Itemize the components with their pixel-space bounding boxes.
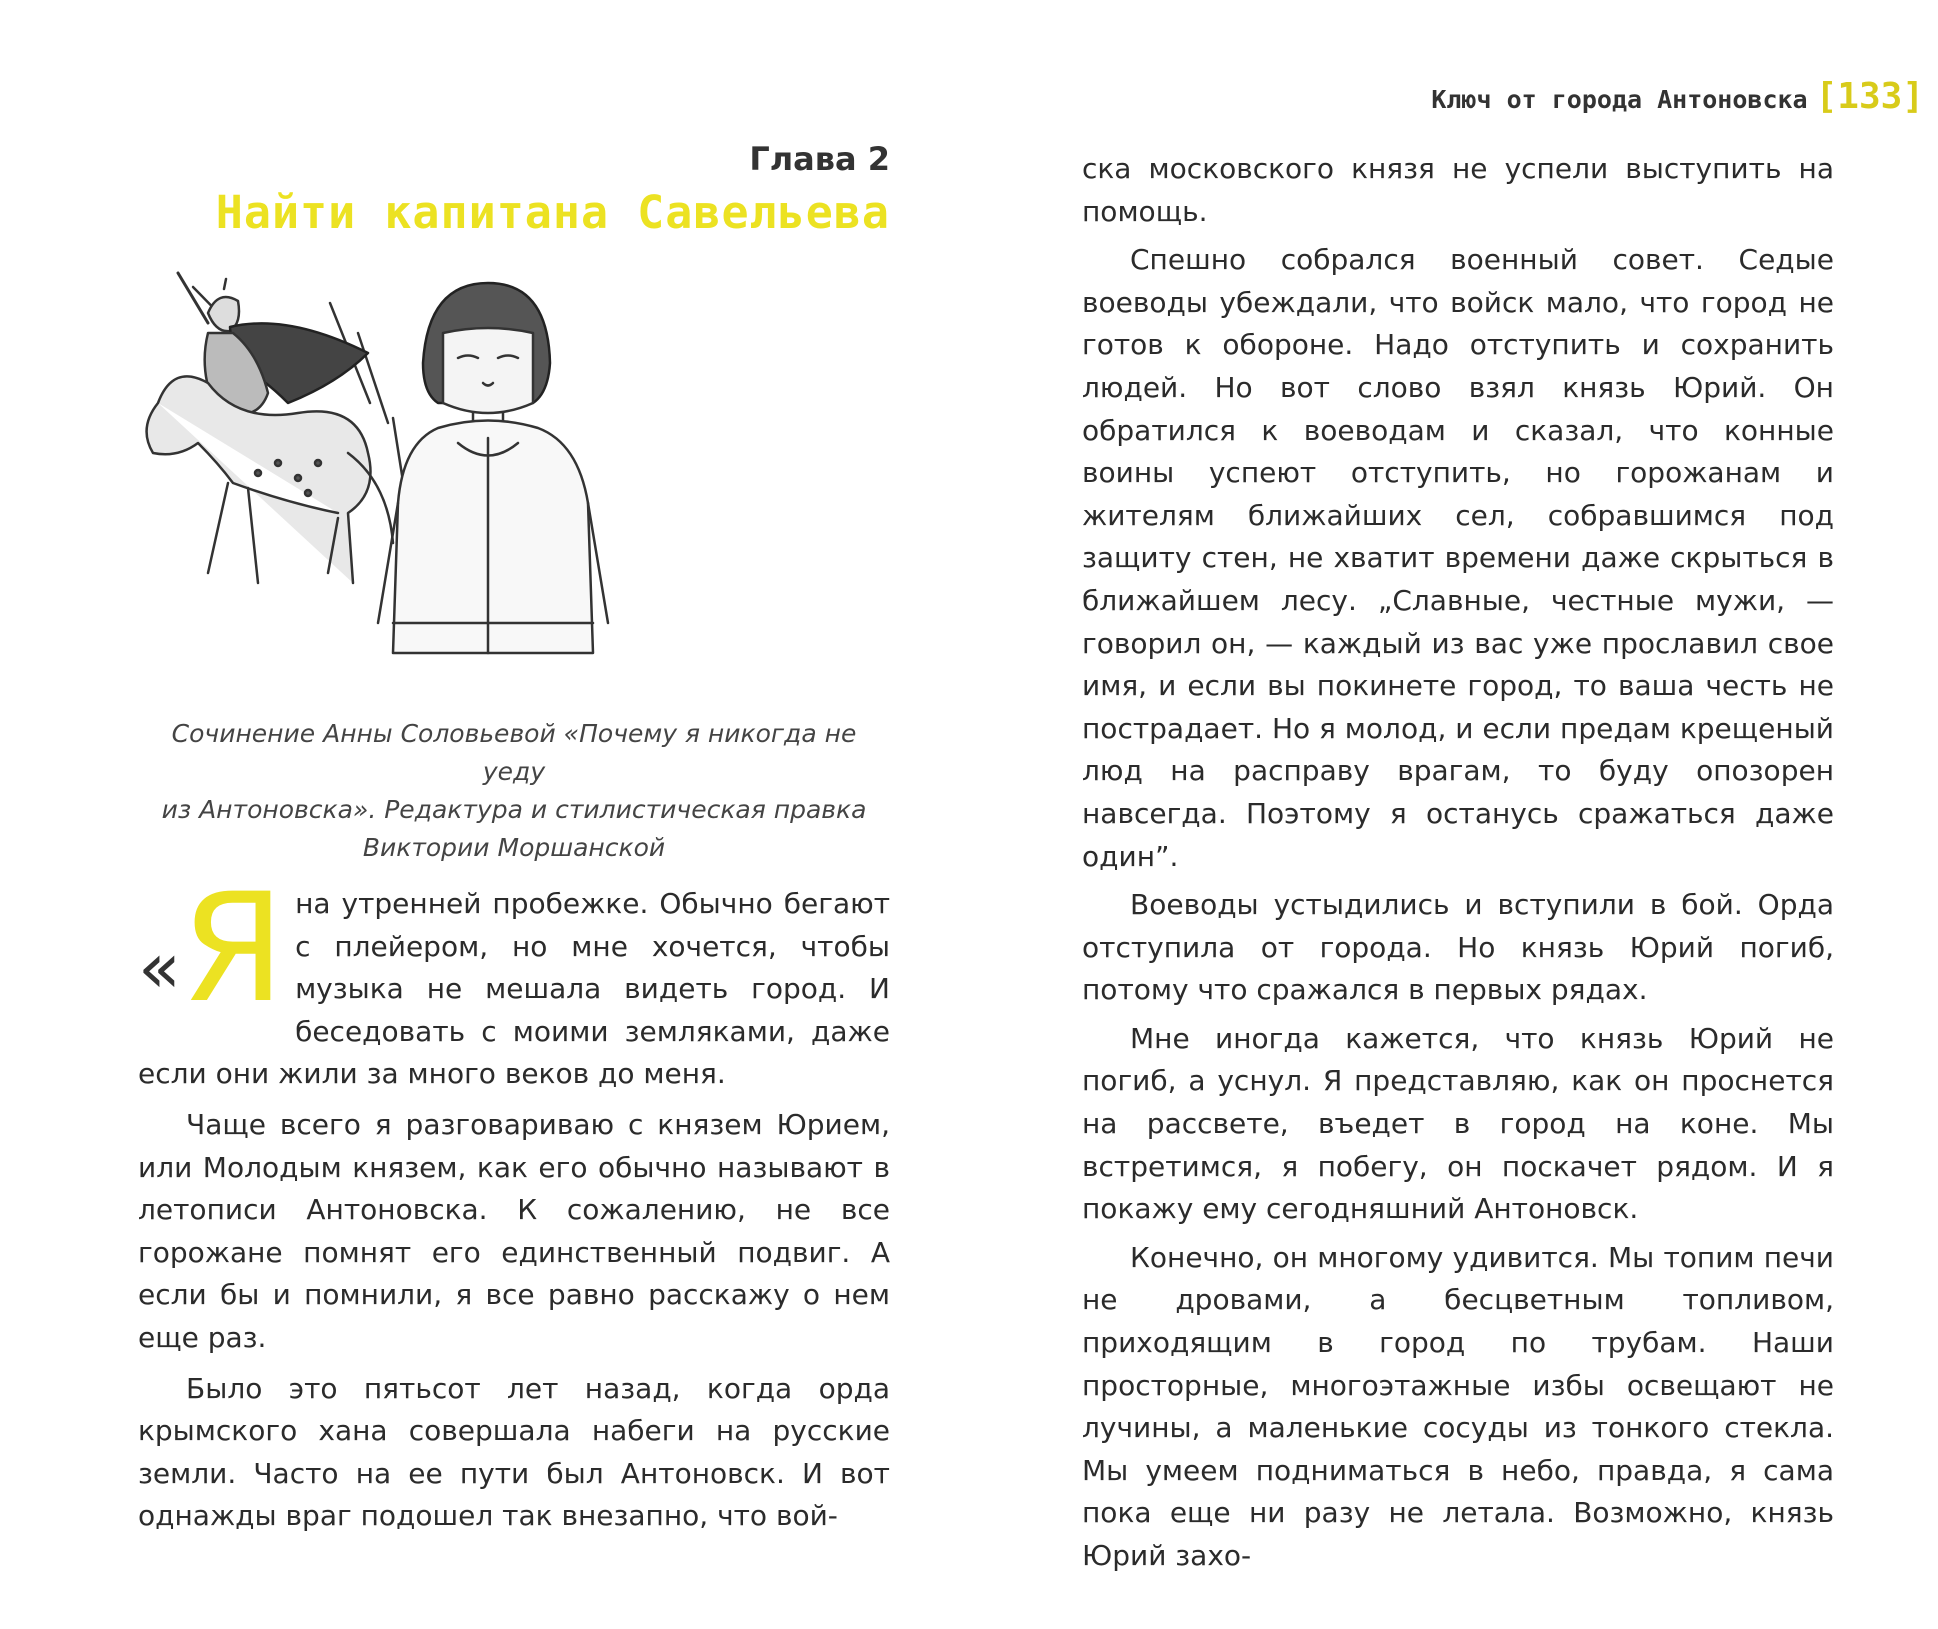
paragraph: ска московского князя не успели выступить на помощь. <box>1082 152 1834 228</box>
right-page <box>1082 148 1834 1578</box>
dropcap <box>138 862 286 1036</box>
paragraph: Было это пятьсот лет назад, когда орда крымского хана совершала набеги на русские земли. Часто на ее пути был Антоновск. И вот однажды враг подошел так внезапно, что вой- <box>138 1371 890 1533</box>
caption-line-2: из Антоновска». Редактура и стилистическая правка <box>161 795 867 824</box>
left-page <box>138 140 890 1538</box>
page-number: [133] <box>1815 76 1924 117</box>
paragraph: Воеводы устыдились и вступили в бой. Орда отступила от города. Но князь Юрий погиб, потому что сражался в первых рядах. <box>1082 888 1834 1007</box>
running-head-title: Ключ от города Антоновска <box>1431 85 1808 114</box>
running-head <box>1431 76 1924 117</box>
caption-line-1: Сочинение Анны Соловьевой «Почему я никогда не уеду <box>171 719 857 786</box>
paragraph: Конечно, он многому удивится. Мы топим печи не дровами, а бесцветным топливом, приходящим в город по трубам. Наши просторные, многоэтажные избы освещают не лучины, а маленькие сосуды из тонкого стекла. Мы умеем подниматься в небо, правда, я сама пока еще ни разу не летала. Возможно, князь Юрий захо- <box>1082 1240 1834 1572</box>
dropcap-letter: Я <box>180 862 286 1036</box>
right-body-text <box>1082 148 1834 1578</box>
illustration <box>138 253 890 703</box>
caption-line-3: Виктории Моршанской <box>362 833 666 862</box>
chapter-title: Найти капитана Савельева <box>215 186 890 239</box>
left-body-text <box>138 862 890 1538</box>
paragraph: на утренней пробежке. Обычно бегают с плейером, но мне хочется, чтобы музыка не мешала видеть город. И беседовать с моими земляками, даже если они жили за много веков до меня. <box>138 887 890 1091</box>
dropcap-quote: « <box>138 927 181 1009</box>
paragraph: Спешно собрался военный совет. Седые воеводы убеждали, что войск мало, что город не готов к обороне. Надо отступить и сохранить людей. Но вот слово взял князь Юрий. Он обратился к воеводам и сказал, что конные воины успеют отступить, но горожанам и жителям ближайших сел, собравшимся под защиту стен, не хватит времени даже скрыться в ближайшем лесу. „Славные, честные мужи, — говорил он, — каждый из вас уже прославил свое имя, и если вы покинете город, то ваша честь не пострадает. Но я молод, и если предам крещеный люд на расправу врагам, то буду опозорен навсегда. Поэтому я останусь сражаться даже один”. <box>1082 243 1834 873</box>
paragraph: Чаще всего я разговариваю с князем Юрием, или Молодым князем, как его обычно называют в летописи Антоновска. К сожалению, не все горожане помнят его единственный подвиг. А если бы и помнили, я все равно расскажу о нем еще раз. <box>138 1107 890 1354</box>
knight-on-horse-and-girl-drawing-icon <box>138 253 890 703</box>
chapter-label: Глава 2 <box>749 140 890 178</box>
paragraph: Мне иногда кажется, что князь Юрий не погиб, а уснул. Я представляю, как он проснется на рассвете, въедет в город на коне. Мы встретимся, я побегу, он поскачет рядом. И я покажу ему сегодняшний Антоновск. <box>1082 1021 1834 1226</box>
caption <box>138 715 890 867</box>
